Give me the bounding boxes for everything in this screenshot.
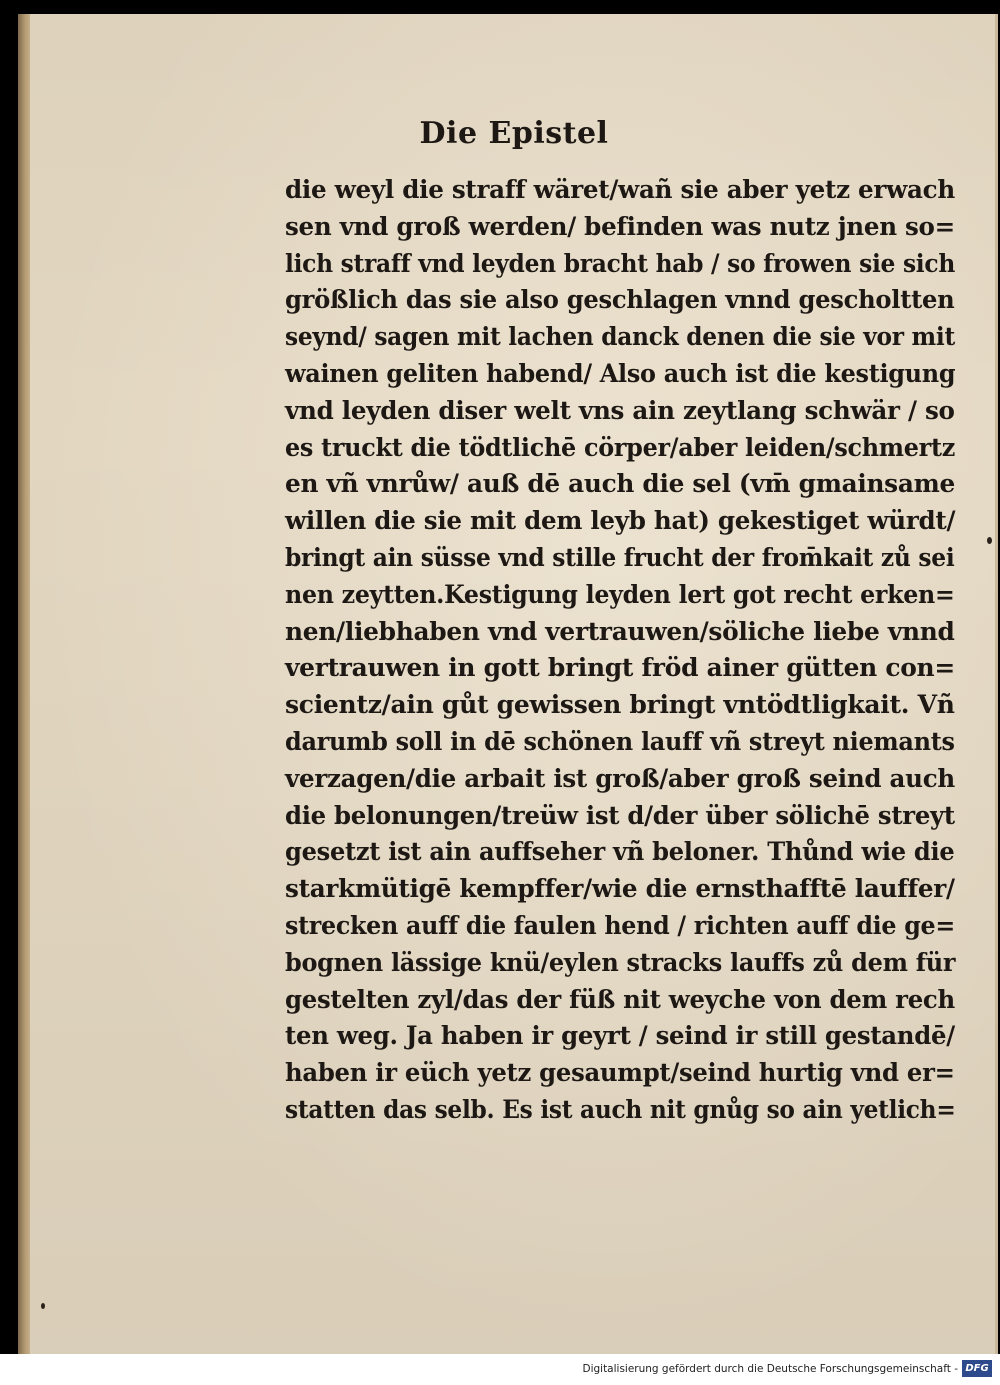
text-line: größlich das sie also geschlagen vnnd gescholtten xyxy=(285,285,955,316)
text-line: gesetzt ist ain auffseher vñ beloner. Thůnd wie die xyxy=(285,837,955,868)
text-line: en vñ vnrůw/ auß dē auch die sel (vm̄ gmainsame xyxy=(285,469,955,500)
text-line: nen/liebhaben vnd vertrauwen/söliche liebe vnnd xyxy=(285,616,955,647)
page-right-edge xyxy=(995,14,998,1354)
text-line: verzagen/die arbait ist groß/aber groß seind auch xyxy=(285,763,955,794)
text-line: bringt ain süsse vnd stille frucht der from̄kait zů sei xyxy=(285,542,955,573)
text-line: die weyl die straff wäret/wañ sie aber yetz erwach xyxy=(285,175,955,205)
text-line: scientz/ain gůt gewissen bringt vntödtligkait. Vñ xyxy=(285,690,955,721)
running-head: Die Epistel xyxy=(419,116,609,151)
text-line: lich straff vnd leyden bracht hab / so frowen sie sich xyxy=(285,248,956,279)
text-line: darumb soll in dē schönen lauff vñ streyt niemants xyxy=(285,726,955,757)
text-line: strecken auff die faulen hend / richten auff die ge= xyxy=(285,910,955,941)
funding-note: Digitalisierung gefördert durch die Deutsche Forschungsgemeinschaft - xyxy=(582,1363,958,1375)
text-line: statten das selb. Es ist auch nit gnůg so ain yetlich= xyxy=(285,1094,956,1125)
text-line: wainen geliten habend/ Also auch ist die kestigung xyxy=(285,358,956,389)
text-line: willen die sie mit dem leyb hat) gekestiget würdt/ xyxy=(285,506,956,537)
body-text xyxy=(285,172,975,1129)
book-page xyxy=(30,14,998,1354)
text-line: ten weg. Ja haben ir geyrt / seind ir still gestandē/ xyxy=(285,1021,955,1052)
margin-ink-spot xyxy=(41,1303,45,1309)
text-line: vnd leyden diser welt vns ain zeytlang schwär / so xyxy=(285,395,955,426)
text-line: seynd/ sagen mit lachen danck denen die sie vor mit xyxy=(285,322,955,353)
margin-ink-spot xyxy=(987,537,992,544)
dfg-logo: DFG xyxy=(962,1360,992,1377)
text-line: nen zeytten.Kestigung leyden lert got recht erken= xyxy=(285,579,955,610)
text-line: starkmütigē kempffer/wie die ernsthafftē lauffer/ xyxy=(285,874,955,905)
text-line: die belonungen/treüw ist d/der über sölichē streyt xyxy=(285,800,955,831)
text-line: es truckt die tödtlichē cörper/aber leiden/schmertz xyxy=(285,432,956,463)
text-line: sen vnd groß werden/ befinden was nutz jnen so= xyxy=(285,211,955,242)
text-line: haben ir eüch yetz gesaumpt/seind hurtig vnd er= xyxy=(285,1058,955,1089)
text-line: bognen lässige knü/eylen stracks lauffs zů dem für xyxy=(285,947,956,978)
text-line: vertrauwen in gott bringt fröd ainer gütten con= xyxy=(285,653,955,684)
text-line: gestelten zyl/das der füß nit weyche von dem rech xyxy=(285,984,955,1015)
footer-bar xyxy=(0,1354,1000,1385)
